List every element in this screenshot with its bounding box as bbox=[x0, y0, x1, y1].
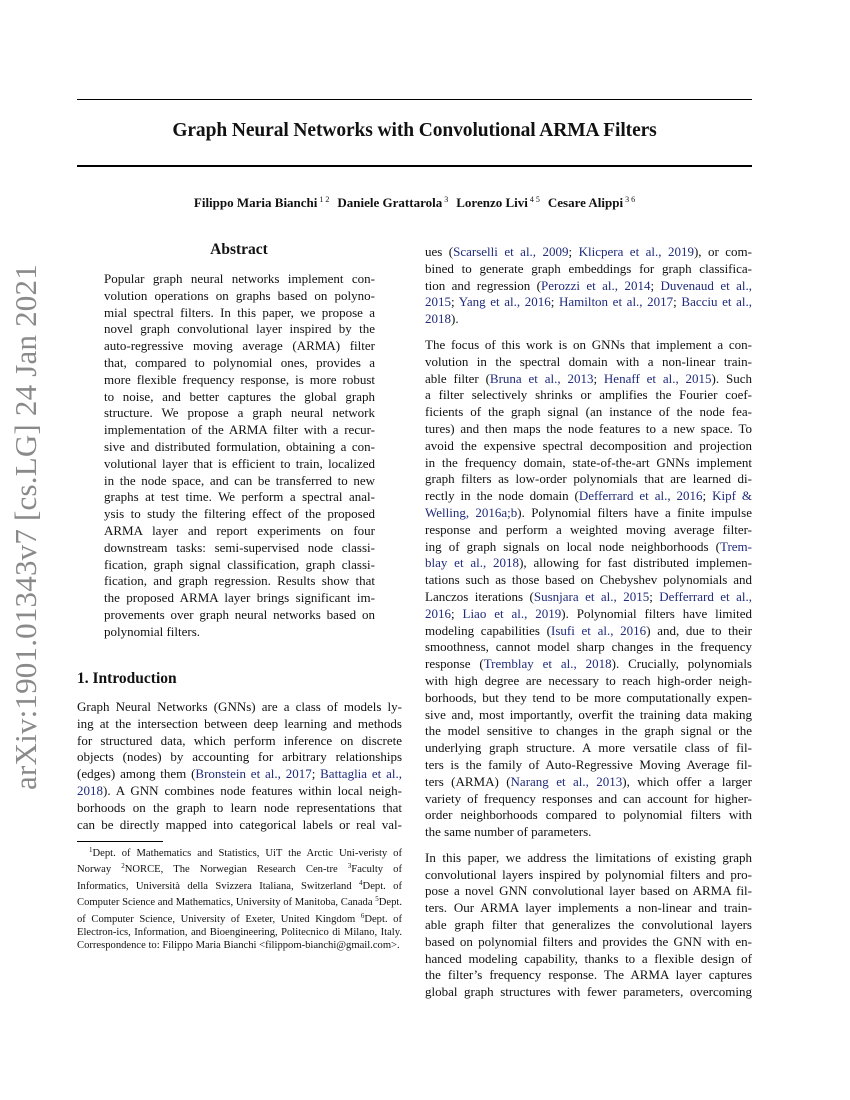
footnote-text: Dept. of Computer Science and Mathematics, University of Manitoba, Canada bbox=[77, 880, 403, 909]
footnote-text: Dept. of Mathematics and Statistics, UiT the Arctic Uni-veristy of Norway bbox=[77, 848, 402, 876]
text-line bbox=[425, 917, 752, 934]
author-name: Filippo Maria Bianchi $^{1 2}$ bbox=[193, 195, 330, 210]
text-span: Lanczos iterations ( bbox=[425, 588, 534, 604]
right-column-body bbox=[425, 244, 752, 1001]
text-line bbox=[425, 261, 752, 278]
text-line bbox=[104, 573, 375, 590]
text-span: rectly in the node domain ( bbox=[425, 488, 579, 504]
text-span: tures) and then maps the node features to a new space. To bbox=[425, 420, 752, 436]
text-line bbox=[77, 766, 402, 783]
citation-link[interactable]: Defferrard et al., bbox=[659, 588, 752, 604]
text-span: novel graph convolutional layer inspired by the bbox=[104, 321, 375, 337]
text-line bbox=[425, 757, 752, 774]
text-line bbox=[77, 749, 402, 766]
text-span: objects (nodes) by accounting for arbitrary relationships bbox=[77, 749, 402, 765]
text-span: sive and distributed formulation, obtaining a con- bbox=[104, 438, 375, 454]
text-line bbox=[425, 690, 752, 707]
text-line bbox=[425, 934, 752, 951]
text-span: in the node space, and can be transferred to new bbox=[104, 472, 375, 488]
text-span: implementation of the ARMA filter with a recur- bbox=[104, 422, 375, 438]
text-line bbox=[104, 271, 375, 288]
text-span: In this paper, we address the limitations of existing graph bbox=[425, 849, 752, 865]
text-line bbox=[425, 791, 752, 808]
citation-link[interactable]: Trem- bbox=[719, 538, 752, 554]
text-span: polynomial filters. bbox=[104, 623, 201, 639]
text-span: underlying graph structure. A more versatile class of fil- bbox=[425, 740, 752, 756]
section-heading-introduction: 1. Introduction bbox=[77, 670, 177, 687]
affiliation-marker: 3 bbox=[347, 862, 352, 871]
text-line bbox=[104, 288, 375, 305]
text-span: sive and, most importantly, overfit the training data making bbox=[425, 706, 752, 722]
paper-title: Graph Neural Networks with Convolutional ARMA Filters bbox=[172, 120, 657, 141]
citation-link[interactable]: Defferrard et al., 2016 bbox=[578, 488, 703, 504]
text-line bbox=[104, 456, 375, 473]
text-line bbox=[425, 354, 752, 371]
text-span: borhoods, but they tend to be more computationally expen- bbox=[425, 689, 752, 705]
text-span: downstream tasks: semi-supervised node classi- bbox=[104, 539, 375, 555]
text-span: to noise, and better captures the global graph bbox=[104, 388, 375, 404]
text-span: Popular graph neural networks implement con- bbox=[104, 271, 375, 286]
title-rule-top bbox=[77, 99, 752, 100]
text-line bbox=[425, 606, 752, 623]
text-span: ). Polynomial filters have a finite impulse bbox=[517, 504, 752, 520]
text-line bbox=[425, 488, 752, 505]
text-line bbox=[104, 321, 375, 338]
abstract-body bbox=[104, 271, 375, 641]
text-line bbox=[425, 421, 752, 438]
text-span: volutional layer that is efficient to train, localized bbox=[104, 455, 375, 471]
footnote-text: Dept. of Computer Science, University of Exeter, United Kingdom bbox=[77, 897, 402, 925]
affiliation-marker: 3 6 bbox=[623, 195, 636, 204]
citation-link[interactable]: Welling, 2016a;b bbox=[425, 504, 518, 520]
text-span: ing at the intersection between deep learning and methods bbox=[77, 715, 402, 731]
footnote-text: NORCE, The Norwegian Research Cen-tre bbox=[124, 864, 348, 876]
text-span: ). Crucially, polynomials bbox=[611, 656, 752, 672]
text-span: ). Such bbox=[711, 370, 752, 386]
text-line bbox=[104, 372, 375, 389]
affiliation-marker: 1 bbox=[89, 846, 93, 854]
text-line bbox=[425, 774, 752, 791]
text-line bbox=[104, 389, 375, 406]
author-name: Daniele Grattarola $^3$ bbox=[337, 195, 449, 210]
text-span: pose a novel GNN convolutional layer based on ARMA fil- bbox=[425, 883, 752, 899]
text-span: ), which offer a larger bbox=[622, 773, 752, 789]
text-line bbox=[425, 807, 752, 824]
affiliation-marker: 6 bbox=[360, 911, 365, 920]
text-line bbox=[425, 967, 752, 984]
affiliation-marker: 4 5 bbox=[527, 195, 540, 204]
text-span: ters. Our ARMA layer implements a non-linear and train- bbox=[425, 900, 752, 916]
text-span: ). bbox=[451, 311, 459, 327]
citation-link[interactable]: Yang et al., 2016 bbox=[458, 294, 551, 310]
text-span: fication, and graph regression. Results show that bbox=[104, 573, 375, 589]
text-span: graph filters as low-order polynomials that are learned di- bbox=[425, 471, 752, 487]
text-span: ; bbox=[550, 294, 559, 310]
text-line bbox=[425, 740, 752, 757]
text-line bbox=[425, 723, 752, 740]
text-line bbox=[425, 455, 752, 472]
text-span: with high degree are necessary to reach high-order neigh- bbox=[425, 672, 752, 688]
text-line bbox=[425, 572, 752, 589]
citation-link[interactable]: Tremblay et al., 2018 bbox=[483, 656, 612, 672]
text-span: structure. We propose a graph neural network bbox=[104, 405, 375, 421]
text-span: ; bbox=[451, 605, 463, 621]
text-line bbox=[425, 505, 752, 522]
text-line bbox=[77, 817, 402, 834]
text-span: based on polynomial filters and provides the GNN with en- bbox=[425, 933, 752, 949]
text-line bbox=[425, 623, 752, 640]
text-span: mial spectral filters. In this paper, we propose a bbox=[104, 304, 375, 320]
text-line bbox=[104, 405, 375, 422]
citation-link[interactable]: Isufi et al., 2016 bbox=[551, 622, 647, 638]
text-line bbox=[104, 557, 375, 574]
text-span: fication, graph signal classification, graph classi- bbox=[104, 556, 375, 572]
text-span: convolutional layers inspired by polynomial filters and pro- bbox=[425, 866, 752, 882]
text-line bbox=[77, 716, 402, 733]
text-line bbox=[425, 673, 752, 690]
text-span: ; bbox=[568, 244, 579, 259]
text-span: response and perform a weighted moving average filter- bbox=[425, 521, 752, 537]
text-span: able graph filter that generalizes the convolutional layers bbox=[425, 917, 752, 933]
text-line bbox=[425, 244, 752, 261]
text-line bbox=[425, 824, 752, 841]
text-line bbox=[425, 337, 752, 354]
text-line bbox=[104, 422, 375, 439]
text-line bbox=[425, 522, 752, 539]
text-span: bined to generate graph embeddings for graph classifica- bbox=[425, 260, 752, 276]
citation-link[interactable]: Kipf & bbox=[712, 488, 752, 504]
text-span: variety of frequency responses and can account for higher- bbox=[425, 790, 752, 806]
text-line bbox=[77, 783, 402, 800]
text-span: ; bbox=[649, 588, 660, 604]
text-span: ficients of the graph signal (an instance of the node fea- bbox=[425, 404, 752, 420]
text-span: ters (ARMA) ( bbox=[425, 773, 511, 789]
text-line bbox=[104, 338, 375, 355]
text-span: ues ( bbox=[425, 244, 454, 259]
citation-link[interactable]: Bronstein et al., 2017 bbox=[195, 766, 312, 782]
citation-link[interactable]: 2018 bbox=[425, 311, 451, 327]
paragraph bbox=[425, 244, 752, 328]
text-span: ), or com- bbox=[693, 244, 752, 259]
text-line bbox=[425, 471, 752, 488]
text-line bbox=[425, 371, 752, 388]
text-line bbox=[425, 311, 752, 328]
text-line bbox=[104, 439, 375, 456]
citation-link[interactable]: blay et al., 2018 bbox=[425, 555, 520, 571]
text-span: in the frequency domain, state-of-the-art GNNs implement bbox=[425, 454, 752, 470]
paragraph bbox=[425, 337, 752, 841]
text-span: ; bbox=[451, 294, 459, 310]
introduction-body bbox=[77, 699, 402, 833]
text-line bbox=[104, 607, 375, 624]
text-span: order neighborhoods compared to polynomial filters with bbox=[425, 807, 752, 823]
text-span: ; bbox=[311, 766, 321, 782]
text-span: ; bbox=[650, 277, 661, 293]
text-span: ). Polynomial filters have limited bbox=[561, 605, 752, 621]
citation-link[interactable]: 2016 bbox=[425, 605, 451, 621]
text-span: ; bbox=[673, 294, 682, 310]
text-span: modeling capabilities ( bbox=[425, 622, 552, 638]
text-span: graphs at test time. We perform a spectral anal- bbox=[104, 489, 375, 505]
text-span: for structured data, which perform inference on discrete bbox=[77, 732, 402, 748]
text-span: ) and, due to their bbox=[646, 622, 752, 638]
text-line bbox=[104, 590, 375, 607]
text-span: global graph structures with fewer parameters, overcoming bbox=[425, 984, 752, 1000]
text-span: volution operations on graphs based on polyno- bbox=[104, 287, 375, 303]
text-line bbox=[425, 555, 752, 572]
citation-link[interactable]: Duvenaud et al., bbox=[660, 277, 752, 293]
citation-link[interactable]: Battaglia et al., bbox=[320, 766, 402, 782]
text-line bbox=[425, 883, 752, 900]
text-span: that, compared to polynomial ones, provides a bbox=[104, 354, 375, 370]
text-span: can be directly mapped into categorical labels or real val- bbox=[77, 816, 402, 832]
text-line bbox=[104, 540, 375, 557]
text-span: volution in the spectral domain with a non-linear train- bbox=[425, 353, 752, 369]
affiliation-footnote bbox=[77, 844, 402, 953]
text-line bbox=[104, 624, 375, 641]
text-span: ters is the family of Auto-Regressive Moving Average fil- bbox=[425, 756, 752, 772]
text-line bbox=[425, 387, 752, 404]
text-line bbox=[425, 294, 752, 311]
text-span: ; bbox=[702, 488, 713, 504]
affiliation-marker: 1 2 bbox=[317, 195, 330, 204]
text-line bbox=[425, 639, 752, 656]
text-span: able filter ( bbox=[425, 370, 490, 386]
text-span: The focus of this work is on GNNs that implement a con- bbox=[425, 336, 752, 352]
text-span: response ( bbox=[425, 656, 484, 672]
text-line bbox=[425, 707, 752, 724]
text-span: a filter selectively shrinks or amplifies the Fourier coef- bbox=[425, 387, 752, 403]
text-span: ysis to study the filtering effect of the proposed bbox=[104, 506, 375, 522]
text-line bbox=[104, 355, 375, 372]
arxiv-stamp: arXiv:1901.01343v7 [cs.LG] 24 Jan 2021 bbox=[8, 264, 43, 790]
citation-link[interactable]: Liao et al., 2019 bbox=[462, 605, 562, 621]
citation-link[interactable]: Hamilton et al., 2017 bbox=[558, 294, 674, 310]
text-span: ). A GNN combines node features within local neigh- bbox=[103, 782, 402, 798]
footnote-text: Dept. of Electron-ics, Information, and Bioengineering, Politecnico di Milano, Italy. Correspondence to: Filippo Maria Bianchi <filippom-bianchi@gmail.com>. bbox=[77, 913, 402, 952]
text-line bbox=[425, 984, 752, 1001]
citation-link[interactable]: Narang et al., 2013 bbox=[510, 773, 623, 789]
affiliation-marker: 2 bbox=[121, 862, 125, 871]
text-span: hanced modeling capability, thanks to a flexible design of bbox=[425, 950, 752, 966]
text-line bbox=[104, 489, 375, 506]
text-span: tion and regression ( bbox=[425, 277, 541, 293]
text-line bbox=[77, 800, 402, 817]
text-span: ARMA layer and report experiments on four bbox=[104, 522, 375, 538]
text-line bbox=[425, 900, 752, 917]
text-span: borhoods on the graph to learn node representations that bbox=[77, 799, 402, 815]
text-span: ; bbox=[593, 370, 604, 386]
text-span: the model sensitive to changes in the graph signal or the bbox=[425, 723, 752, 739]
citation-link[interactable]: Scarselli et al., 2009 bbox=[453, 244, 569, 259]
citation-link[interactable]: 2018 bbox=[77, 782, 103, 798]
text-span: smoothness, cannot model sharp changes in the frequency bbox=[425, 639, 752, 655]
text-span: auto-regressive moving average (ARMA) filter bbox=[104, 338, 375, 354]
text-line bbox=[425, 278, 752, 295]
text-line bbox=[425, 438, 752, 455]
abstract-heading: Abstract bbox=[210, 241, 268, 258]
text-line bbox=[425, 867, 752, 884]
citation-link[interactable]: Klicpera et al., 2019 bbox=[578, 244, 694, 259]
text-line bbox=[77, 699, 402, 716]
footnote-text: Faculty of Informatics, Università della Svizzera Italiana, Switzerland bbox=[77, 864, 403, 892]
citation-link[interactable]: Perozzi et al., 2014 bbox=[540, 277, 651, 293]
title-rule-bottom bbox=[77, 165, 752, 167]
text-span: provements over graph neural networks based on bbox=[104, 606, 375, 622]
text-span: Graph Neural Networks (GNNs) are a class of models ly- bbox=[77, 699, 402, 714]
text-line bbox=[425, 404, 752, 421]
text-line bbox=[104, 523, 375, 540]
affiliation-marker: 5 bbox=[375, 895, 379, 904]
citation-link[interactable]: Bruna et al., 2013 bbox=[489, 370, 594, 386]
text-span: the same number of parameters. bbox=[425, 824, 592, 840]
affiliation-marker: 3 bbox=[442, 195, 449, 204]
author-name: Lorenzo Livi $^{4 5}$ bbox=[456, 195, 540, 210]
citation-link[interactable]: Bacciu et al., bbox=[681, 294, 752, 310]
text-span: tations such as those based on Chebyshev polynomials and bbox=[425, 572, 752, 588]
text-span: the filter’s frequency response. The ARMA layer captures bbox=[425, 967, 752, 983]
text-line bbox=[77, 733, 402, 750]
text-line bbox=[425, 656, 752, 673]
citation-link[interactable]: Susnjara et al., 2015 bbox=[533, 588, 650, 604]
text-line bbox=[104, 506, 375, 523]
author-name: Cesare Alippi $^{3 6}$ bbox=[547, 195, 636, 210]
text-span: (edges) among them ( bbox=[77, 766, 196, 782]
citation-link[interactable]: Henaff et al., 2015 bbox=[603, 370, 712, 386]
text-line bbox=[425, 539, 752, 556]
paragraph bbox=[425, 850, 752, 1001]
affiliation-marker: 4 bbox=[359, 878, 363, 887]
text-span: ing of graph signals on local node neighborhoods ( bbox=[425, 538, 720, 554]
footnote-rule bbox=[77, 841, 163, 842]
text-span: more flexible frequency response, is more robust bbox=[104, 371, 375, 387]
text-line bbox=[425, 951, 752, 968]
text-line bbox=[425, 850, 752, 867]
citation-link[interactable]: 2015 bbox=[425, 294, 451, 310]
text-span: the proposed ARMA layer brings significant im- bbox=[104, 590, 375, 606]
text-line bbox=[104, 305, 375, 322]
text-line bbox=[104, 473, 375, 490]
text-span: avoid the expensive spectral decomposition and projection bbox=[425, 437, 752, 453]
text-line bbox=[425, 589, 752, 606]
author-list bbox=[77, 195, 752, 211]
text-span: ), allowing for fast distributed implemen- bbox=[519, 555, 752, 571]
